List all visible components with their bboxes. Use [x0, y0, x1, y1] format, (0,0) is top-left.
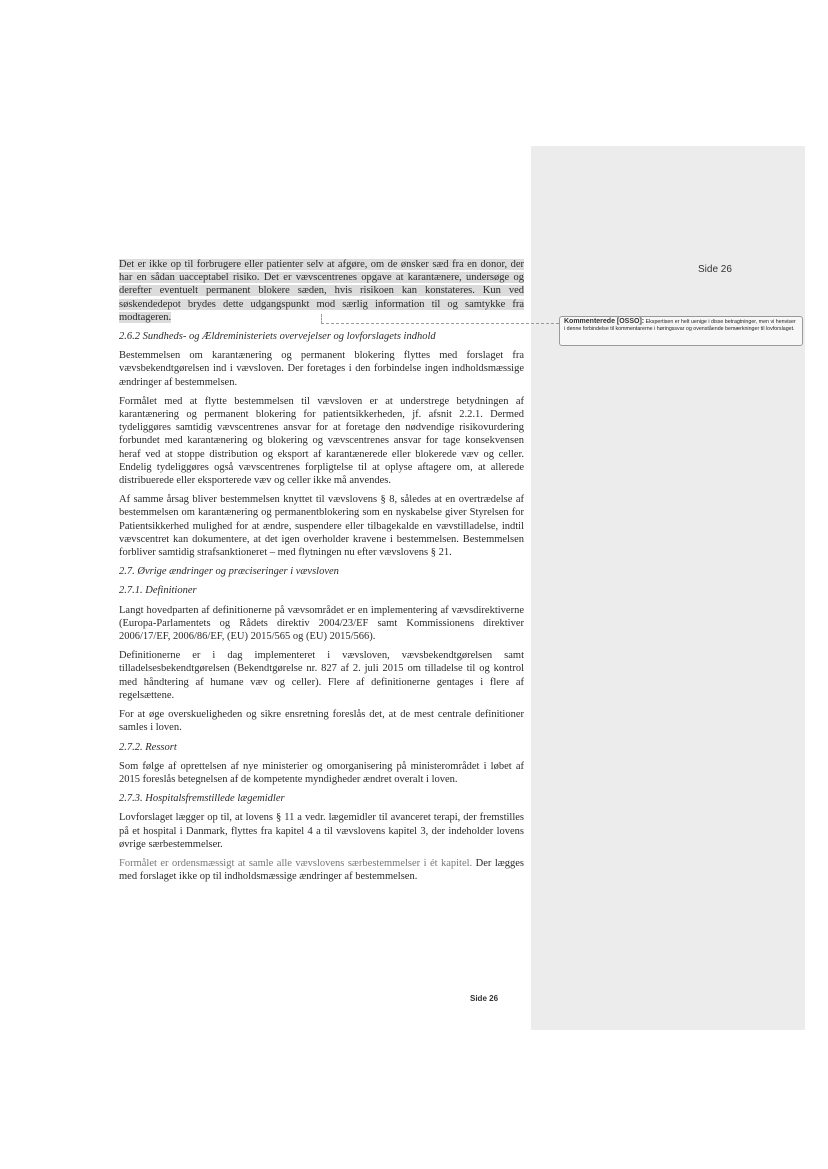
paragraph: For at øge overskueligheden og sikre ensretning foreslås det, at de mest centrale definitioner samles i loven.: [119, 709, 524, 734]
paragraph: Lovforslaget lægger op til, at lovens § 11 a vedr. lægemidler til avanceret terapi, der fremstilles på et hospital i Danmark, flyttes fra kapitel 4 a til vævslovens kapitel 3, der indeholder lovens øvrige særbestemmelser.: [119, 812, 524, 850]
paragraph: Af samme årsag bliver bestemmelsen knyttet til vævslovens § 8, således at en overtrædelse af bestemmelsen om karantænering og permanentblokering som en nyskabelse giver Styrelsen for Patientsikkerhed mulighed for at ændre, suspendere eller tilbagekalde en vævstilladelse, indtil vævscentret kan dokumentere, at det igen overholder kravene i bestemmelsen. Bestemmelsen forbliver samtidig strafsanktioneret – med flytningen nu efter vævslovens § 21.: [119, 494, 524, 559]
comment-balloon[interactable]: [559, 316, 803, 346]
heading-2-7: 2.7. Øvrige ændringer og præciseringer i vævsloven: [119, 566, 339, 578]
paragraph: Som følge af oprettelsen af nye ministerier og omorganisering på ministerområdet i løbet af 2015 foreslås betegnelsen af de kompetente myndigheder ændret overalt i loven.: [119, 760, 524, 785]
heading-2-7-2: 2.7.2. Ressort: [119, 741, 177, 753]
margin-page-label: Side 26: [698, 264, 732, 275]
faded-line: Formålet er ordensmæssigt at samle alle vævslovens særbestemmelser i ét kapitel.: [119, 857, 473, 869]
document-body: [119, 258, 524, 883]
comment-margin-pane: [531, 146, 805, 1030]
footer-page-number: Side 26: [470, 994, 499, 1003]
paragraph: Langt hovedparten af definitionerne på vævsområdet er en implementering af vævsdirektiverne (Europa-Parlamentets og Rådets direktiv 2004/23/EF samt Kommissionens direktiver 2006/17/EF, 2006/86/EF, (EU) 2015/565 og (EU) 2015/566).: [119, 604, 524, 643]
paragraph: Definitionerne er i dag implementeret i vævsloven, vævsbekendtgørelsen samt tilladelsesbekendtgørelsen (Bekendtgørelse nr. 827 af 2. juli 2015 om tilladelse til og kontrol med håndtering af humane væv og celler). Flere af definitionerne gentages i flere af regelsættene.: [119, 650, 524, 701]
paragraph-intro: [119, 258, 524, 324]
last-line: Der lægges med forslaget ikke op til indholdsmæssige ændringer af bestemmelsen.: [119, 857, 524, 883]
heading-2-7-3: 2.7.3. Hospitalsfremstillede lægemidler: [119, 793, 285, 805]
paragraph: Bestemmelsen om karantænering og permanent blokering flyttes med forslaget fra vævsbekendtgørelsen ind i vævsloven. Der foretages i den forbindelse ingen indholdsmæssige ændringer af bestemmelsen.: [119, 350, 524, 388]
heading-2-6-2: 2.6.2 Sundheds- og Ældreministeriets overvejelser og lovforslagets indhold: [119, 331, 436, 343]
comment-author: Kommenterede [OSSO]:: [564, 318, 645, 325]
comment-text: Ekspertisen er helt uenige i disse betragtninger, men vi henviser i denne forbindelse til kommentarerne i høringssvar og ovenstående bemærkninger til lovforslaget.: [564, 319, 796, 333]
commented-text-highlight[interactable]: Det er ikke op til forbrugere eller patienter selv at afgøre, om de ønsker sæd fra en donor, der har en sådan uacceptabel risiko. Det er vævscentrenes opgave at karantænere, undersøge og derefter eventuelt permanent blokere sæden, hvis risikoen kan konstateres. Kun ved søskendedepot brydes dette udgangspunkt mod særlig information til og samtykke fra modtageren.: [119, 259, 524, 323]
heading-2-7-1: 2.7.1. Definitioner: [119, 585, 197, 597]
paragraph: Formålet med at flytte bestemmelsen til vævsloven er at understrege betydningen af karantænering og permanent blokering for patientsikkerheden, jf. afsnit 2.2.1. Dermed tydeliggøres samtidig vævscentrenes ansvar for at foretage den nødvendige risikovurdering forbundet med karantænering og blokering og vævscentrenes ansvar for tage konsekvensen heraf ved at stoppe distribution og eksport af karantænerede eller blokerede væv og celler. Endelig tydeliggøres også vævscentrenes forpligtelse til at oplyse aftagere om, at allerede distribuerede eller eksporterede væv og celler ikke må anvendes.: [119, 395, 524, 487]
paragraph-last: [119, 857, 524, 883]
